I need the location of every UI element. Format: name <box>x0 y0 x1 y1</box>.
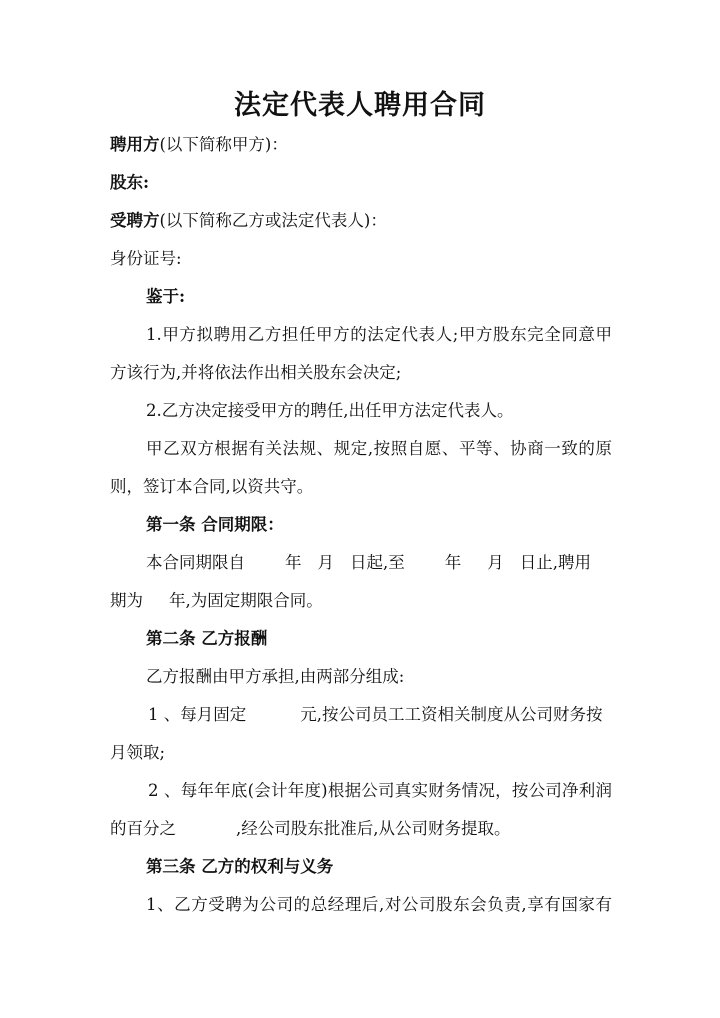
article2-item1-line2: 月领取; <box>110 743 166 762</box>
whereas-1-line1: 1.甲方拟聘用乙方担任甲方的法定代表人;甲方股东完全同意甲 <box>146 325 612 344</box>
term-end-day: 日止,聘用 <box>519 553 591 572</box>
monthly-salary-rest: 元,按公司员工工资相关制度从公司财务按 <box>300 705 603 724</box>
term-start-year: 年 <box>285 553 302 572</box>
term-end-year: 年 <box>444 553 462 572</box>
term-length-unit: 年,为固定期限合同。 <box>169 591 323 610</box>
article3-title: 第三条 乙方的权利与义务 <box>146 857 334 876</box>
term-end-month: 月 <box>487 553 504 572</box>
id-number-label: 身份证号: <box>110 249 182 268</box>
profit-share-rest: ,经公司股东批准后,从公司财务提取。 <box>236 819 511 838</box>
term-start-text: 本合同期限自 <box>146 553 245 572</box>
article1-title: 第一条 合同期限： <box>146 515 284 534</box>
monthly-salary-text: 1 、每月固定 <box>148 705 247 724</box>
term-start-day-to: 日起,至 <box>350 553 405 572</box>
shareholder-label: 股东: <box>110 173 150 192</box>
employer-line <box>110 134 288 156</box>
whereas-2: 2.乙方决定接受甲方的聘任,出任甲方法定代表人。 <box>146 401 514 420</box>
term-length-text: 期为 <box>110 591 143 610</box>
employer-note: (以下简称甲方)： <box>159 135 288 154</box>
article2-item2-line2 <box>110 818 511 840</box>
article3-item1-line1: 1、乙方受聘为公司的总经理后,对公司股东会负责,享有国家有 <box>146 895 612 914</box>
document-title: 法定代表人聘用合同 <box>234 90 486 121</box>
agreement-line1: 甲乙双方根据有关法规、规定,按照自愿、平等、协商一致的原 <box>146 439 612 458</box>
article2-item1-line1 <box>148 704 603 726</box>
article1-line2 <box>110 590 323 612</box>
article1-line1 <box>146 552 591 574</box>
employee-note: (以下简称乙方或法定代表人)： <box>159 211 387 230</box>
employee-label: 受聘方 <box>110 211 160 230</box>
profit-share-text: 的百分之 <box>110 819 176 838</box>
whereas-label: 鉴于: <box>146 287 186 306</box>
agreement-line2: 则，签订本合同,以资共守。 <box>110 477 314 496</box>
article2-title: 第二条 乙方报酬 <box>146 629 268 648</box>
article2-item2-line1: 2 、每年年底(会计年度)根据公司真实财务情况，按公司净利润 <box>148 781 612 800</box>
term-start-month: 月 <box>317 553 334 572</box>
employer-label: 聘用方 <box>110 135 160 154</box>
article2-intro: 乙方报酬由甲方承担,由两部分组成: <box>146 667 405 686</box>
whereas-1-line2: 方该行为,并将依法作出相关股东会决定; <box>110 363 402 382</box>
employee-line <box>110 210 387 232</box>
